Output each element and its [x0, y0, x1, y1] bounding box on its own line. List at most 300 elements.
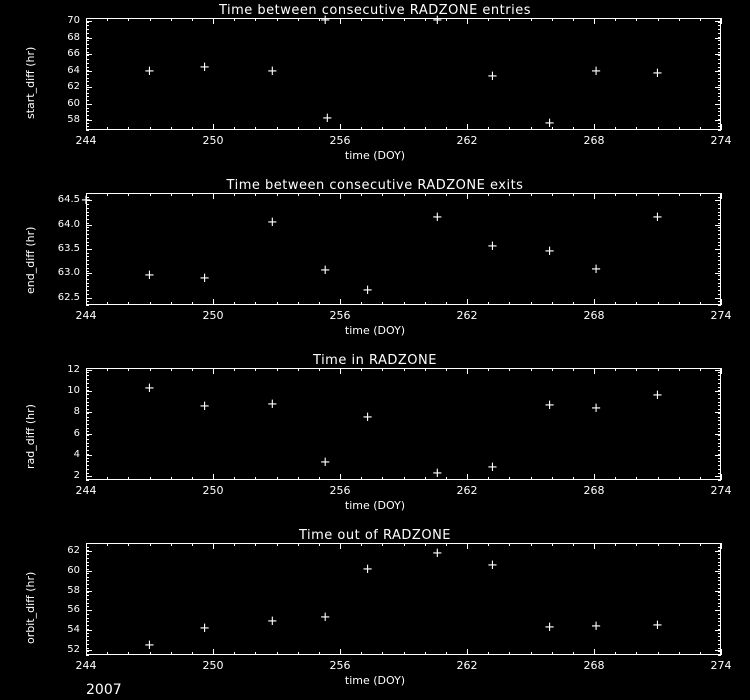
x-minor-tick: [679, 18, 680, 21]
y-minor-tick: [718, 215, 721, 216]
x-minor-tick: [404, 193, 405, 196]
x-minor-tick: [594, 127, 595, 130]
x-minor-tick: [552, 543, 553, 546]
data-point-marker: [544, 399, 556, 411]
x-minor-tick: [277, 477, 278, 480]
x-minor-tick: [128, 543, 129, 546]
y-minor-tick: [718, 245, 721, 246]
x-minor-tick: [171, 477, 172, 480]
y-tick-label: 64: [67, 64, 80, 76]
y-minor-tick: [86, 629, 89, 630]
y-minor-tick: [86, 424, 89, 425]
x-tick-label: 274: [710, 659, 732, 672]
x-minor-tick: [721, 652, 722, 655]
y-minor-tick: [718, 554, 721, 555]
x-minor-tick: [213, 652, 214, 655]
y-tick-label: 12: [67, 364, 80, 376]
y-minor-tick: [718, 67, 721, 68]
y-minor-tick: [86, 227, 89, 228]
x-minor-tick: [594, 302, 595, 305]
x-tick-label: 262: [456, 134, 478, 147]
y-minor-tick: [718, 409, 721, 410]
y-minor-tick: [86, 283, 89, 284]
data-point-marker: [544, 245, 556, 257]
x-minor-tick: [192, 193, 193, 196]
y-tick-label: 64.5: [57, 194, 80, 206]
x-minor-tick: [340, 193, 341, 196]
x-minor-tick: [721, 127, 722, 130]
y-minor-tick: [86, 413, 89, 414]
y-minor-tick: [86, 286, 89, 287]
x-minor-tick: [255, 127, 256, 130]
x-minor-tick: [509, 18, 510, 21]
x-minor-tick: [128, 477, 129, 480]
y-minor-tick: [718, 443, 721, 444]
x-minor-tick: [488, 652, 489, 655]
y-minor-tick: [86, 435, 89, 436]
x-minor-tick: [107, 18, 108, 21]
data-point-marker: [486, 461, 498, 473]
x-minor-tick: [298, 368, 299, 371]
x-minor-tick: [700, 127, 701, 130]
y-minor-tick: [86, 595, 89, 596]
data-point-marker: [486, 240, 498, 252]
x-minor-tick: [573, 368, 574, 371]
y-minor-tick: [718, 119, 721, 120]
y-minor-tick: [86, 52, 89, 53]
y-minor-tick: [718, 469, 721, 470]
y-minor-tick: [718, 204, 721, 205]
y-minor-tick: [718, 610, 721, 611]
y-minor-tick: [86, 115, 89, 116]
y-minor-tick: [718, 458, 721, 459]
y-tick: [86, 38, 92, 39]
x-minor-tick: [467, 18, 468, 21]
y-minor-tick: [718, 104, 721, 105]
x-minor-tick: [425, 368, 426, 371]
y-minor-tick: [718, 100, 721, 101]
y-minor-tick: [718, 253, 721, 254]
x-minor-tick: [213, 18, 214, 21]
y-minor-tick: [86, 465, 89, 466]
y-minor-tick: [718, 562, 721, 563]
x-minor-tick: [340, 477, 341, 480]
x-minor-tick: [107, 193, 108, 196]
x-minor-tick: [255, 302, 256, 305]
x-minor-tick: [382, 477, 383, 480]
x-minor-tick: [404, 543, 405, 546]
x-minor-tick: [552, 368, 553, 371]
x-minor-tick: [319, 652, 320, 655]
x-minor-tick: [425, 302, 426, 305]
x-minor-tick: [150, 368, 151, 371]
y-minor-tick: [718, 592, 721, 593]
x-minor-tick: [721, 193, 722, 196]
data-point-marker: [431, 467, 443, 479]
y-minor-tick: [718, 550, 721, 551]
x-minor-tick: [446, 302, 447, 305]
data-point-marker: [590, 620, 602, 632]
data-point-marker: [319, 611, 331, 623]
y-tick-label: 58: [67, 114, 80, 126]
x-minor-tick: [86, 477, 87, 480]
y-minor-tick: [718, 431, 721, 432]
y-minor-tick: [86, 111, 89, 112]
y-minor-tick: [718, 465, 721, 466]
x-minor-tick: [150, 477, 151, 480]
x-minor-tick: [340, 127, 341, 130]
data-point-marker: [590, 402, 602, 414]
x-minor-tick: [192, 652, 193, 655]
x-minor-tick: [234, 18, 235, 21]
x-minor-tick: [361, 543, 362, 546]
x-minor-tick: [573, 127, 574, 130]
x-minor-tick: [509, 368, 510, 371]
y-minor-tick: [86, 621, 89, 622]
x-minor-tick: [509, 302, 510, 305]
y-tick: [86, 225, 92, 226]
x-minor-tick: [488, 193, 489, 196]
y-minor-tick: [718, 93, 721, 94]
x-minor-tick: [700, 368, 701, 371]
y-minor-tick: [718, 290, 721, 291]
x-minor-tick: [700, 18, 701, 21]
y-minor-tick: [718, 286, 721, 287]
x-minor-tick: [594, 368, 595, 371]
data-point-marker: [321, 112, 333, 124]
x-minor-tick: [361, 368, 362, 371]
x-minor-tick: [425, 477, 426, 480]
x-minor-tick: [319, 368, 320, 371]
x-minor-tick: [86, 302, 87, 305]
y-tick: [86, 391, 92, 392]
y-minor-tick: [86, 398, 89, 399]
x-minor-tick: [721, 18, 722, 21]
y-tick-label: 62: [67, 81, 80, 93]
x-minor-tick: [636, 302, 637, 305]
x-minor-tick: [488, 477, 489, 480]
y-minor-tick: [718, 599, 721, 600]
y-minor-tick: [718, 74, 721, 75]
x-minor-tick: [552, 477, 553, 480]
x-axis-label: time (DOY): [344, 149, 406, 162]
x-minor-tick: [658, 127, 659, 130]
y-minor-tick: [718, 223, 721, 224]
y-minor-tick: [86, 40, 89, 41]
x-minor-tick: [150, 543, 151, 546]
x-minor-tick: [636, 477, 637, 480]
y-minor-tick: [86, 305, 89, 306]
y-minor-tick: [86, 219, 89, 220]
data-point-marker: [199, 61, 211, 73]
x-minor-tick: [552, 193, 553, 196]
data-point-marker: [431, 547, 443, 559]
x-minor-tick: [277, 543, 278, 546]
y-minor-tick: [86, 212, 89, 213]
y-minor-tick: [86, 469, 89, 470]
y-minor-tick: [86, 618, 89, 619]
data-point-marker: [362, 284, 374, 296]
y-minor-tick: [86, 610, 89, 611]
plot-area: [86, 193, 721, 305]
x-minor-tick: [107, 477, 108, 480]
x-minor-tick: [255, 18, 256, 21]
y-minor-tick: [718, 573, 721, 574]
y-minor-tick: [718, 81, 721, 82]
y-minor-tick: [86, 108, 89, 109]
y-minor-tick: [86, 290, 89, 291]
x-minor-tick: [658, 193, 659, 196]
y-minor-tick: [718, 242, 721, 243]
y-minor-tick: [86, 223, 89, 224]
y-minor-tick: [718, 644, 721, 645]
y-tick-label: 63.0: [57, 267, 80, 279]
y-minor-tick: [718, 565, 721, 566]
y-minor-tick: [86, 431, 89, 432]
y-minor-tick: [718, 558, 721, 559]
y-minor-tick: [718, 383, 721, 384]
x-minor-tick: [340, 543, 341, 546]
x-minor-tick: [319, 193, 320, 196]
x-axis-label: time (DOY): [344, 324, 406, 337]
x-minor-tick: [658, 368, 659, 371]
y-minor-tick: [86, 29, 89, 30]
data-point-marker: [590, 263, 602, 275]
x-minor-tick: [213, 477, 214, 480]
y-minor-tick: [718, 577, 721, 578]
y-minor-tick: [718, 208, 721, 209]
y-minor-tick: [718, 238, 721, 239]
y-minor-tick: [718, 424, 721, 425]
x-minor-tick: [531, 477, 532, 480]
x-minor-tick: [150, 127, 151, 130]
y-minor-tick: [86, 577, 89, 578]
y-tick-label: 56: [67, 604, 80, 616]
x-minor-tick: [658, 543, 659, 546]
y-minor-tick: [86, 588, 89, 589]
x-minor-tick: [531, 368, 532, 371]
x-minor-tick: [150, 302, 151, 305]
x-minor-tick: [192, 18, 193, 21]
y-minor-tick: [718, 394, 721, 395]
x-minor-tick: [573, 193, 574, 196]
y-minor-tick: [718, 621, 721, 622]
plot-area: [86, 18, 721, 130]
y-tick: [715, 71, 721, 72]
y-minor-tick: [86, 67, 89, 68]
y-minor-tick: [718, 405, 721, 406]
y-tick-label: 58: [67, 584, 80, 596]
y-minor-tick: [718, 435, 721, 436]
x-minor-tick: [425, 652, 426, 655]
x-minor-tick: [361, 302, 362, 305]
y-minor-tick: [86, 25, 89, 26]
y-tick: [86, 273, 92, 274]
x-minor-tick: [594, 18, 595, 21]
x-minor-tick: [425, 543, 426, 546]
x-minor-tick: [213, 543, 214, 546]
y-tick: [86, 630, 92, 631]
y-minor-tick: [86, 215, 89, 216]
y-minor-tick: [718, 618, 721, 619]
y-minor-tick: [718, 390, 721, 391]
y-minor-tick: [86, 48, 89, 49]
y-minor-tick: [718, 398, 721, 399]
y-minor-tick: [86, 230, 89, 231]
y-minor-tick: [86, 85, 89, 86]
y-minor-tick: [718, 63, 721, 64]
y-minor-tick: [86, 379, 89, 380]
x-tick-label: 256: [329, 134, 351, 147]
x-tick-label: 256: [329, 659, 351, 672]
y-minor-tick: [718, 219, 721, 220]
x-tick-label: 268: [583, 134, 605, 147]
x-minor-tick: [361, 652, 362, 655]
x-minor-tick: [594, 477, 595, 480]
x-minor-tick: [679, 543, 680, 546]
x-minor-tick: [128, 652, 129, 655]
y-minor-tick: [86, 640, 89, 641]
y-minor-tick: [86, 279, 89, 280]
x-minor-tick: [488, 127, 489, 130]
data-point-marker: [144, 65, 156, 77]
y-tick: [715, 455, 721, 456]
y-minor-tick: [86, 394, 89, 395]
x-minor-tick: [192, 543, 193, 546]
x-minor-tick: [467, 193, 468, 196]
y-minor-tick: [718, 305, 721, 306]
y-minor-tick: [718, 580, 721, 581]
data-point-marker: [266, 398, 278, 410]
data-point-marker: [431, 14, 443, 26]
data-point-marker: [362, 411, 374, 423]
y-minor-tick: [86, 55, 89, 56]
x-minor-tick: [340, 652, 341, 655]
y-minor-tick: [718, 595, 721, 596]
y-minor-tick: [718, 633, 721, 634]
y-tick-label: 52: [67, 644, 80, 656]
y-minor-tick: [86, 420, 89, 421]
x-minor-tick: [213, 302, 214, 305]
y-minor-tick: [718, 636, 721, 637]
y-minor-tick: [86, 450, 89, 451]
y-minor-tick: [86, 59, 89, 60]
x-tick-label: 250: [202, 309, 224, 322]
y-minor-tick: [718, 420, 721, 421]
y-minor-tick: [86, 242, 89, 243]
y-minor-tick: [718, 115, 721, 116]
x-minor-tick: [404, 18, 405, 21]
x-minor-tick: [277, 368, 278, 371]
x-minor-tick: [382, 18, 383, 21]
y-minor-tick: [718, 450, 721, 451]
x-minor-tick: [636, 193, 637, 196]
y-minor-tick: [718, 417, 721, 418]
y-tick: [86, 551, 92, 552]
y-tick-label: 6: [73, 427, 80, 439]
x-minor-tick: [298, 127, 299, 130]
x-minor-tick: [277, 18, 278, 21]
y-minor-tick: [718, 446, 721, 447]
x-minor-tick: [615, 18, 616, 21]
y-minor-tick: [86, 428, 89, 429]
data-point-marker: [80, 194, 92, 206]
x-minor-tick: [361, 477, 362, 480]
x-minor-tick: [700, 302, 701, 305]
x-minor-tick: [361, 127, 362, 130]
x-minor-tick: [298, 543, 299, 546]
y-minor-tick: [86, 387, 89, 388]
x-minor-tick: [721, 477, 722, 480]
data-point-marker: [319, 456, 331, 468]
x-minor-tick: [615, 477, 616, 480]
data-point-marker: [144, 382, 156, 394]
y-minor-tick: [718, 480, 721, 481]
x-minor-tick: [615, 127, 616, 130]
y-tick: [86, 71, 92, 72]
y-minor-tick: [86, 614, 89, 615]
y-minor-tick: [718, 275, 721, 276]
x-minor-tick: [234, 477, 235, 480]
x-minor-tick: [298, 193, 299, 196]
x-tick-label: 262: [456, 659, 478, 672]
x-minor-tick: [446, 127, 447, 130]
data-point-marker: [544, 117, 556, 129]
x-minor-tick: [171, 302, 172, 305]
y-minor-tick: [86, 405, 89, 406]
x-minor-tick: [192, 302, 193, 305]
y-minor-tick: [86, 550, 89, 551]
y-minor-tick: [718, 375, 721, 376]
y-minor-tick: [718, 89, 721, 90]
x-minor-tick: [86, 18, 87, 21]
y-tick-label: 68: [67, 31, 80, 43]
y-minor-tick: [718, 48, 721, 49]
y-minor-tick: [86, 633, 89, 634]
y-tick: [715, 225, 721, 226]
y-minor-tick: [86, 461, 89, 462]
y-minor-tick: [718, 44, 721, 45]
y-minor-tick: [718, 25, 721, 26]
x-minor-tick: [382, 127, 383, 130]
year-label: 2007: [86, 682, 122, 698]
y-minor-tick: [86, 256, 89, 257]
y-minor-tick: [86, 584, 89, 585]
y-tick: [715, 87, 721, 88]
y-minor-tick: [86, 44, 89, 45]
x-minor-tick: [721, 302, 722, 305]
y-minor-tick: [86, 260, 89, 261]
x-minor-tick: [382, 193, 383, 196]
data-point-marker: [486, 559, 498, 571]
y-minor-tick: [86, 104, 89, 105]
x-minor-tick: [150, 18, 151, 21]
x-minor-tick: [679, 652, 680, 655]
y-minor-tick: [86, 443, 89, 444]
data-point-marker: [144, 269, 156, 281]
x-minor-tick: [552, 302, 553, 305]
x-minor-tick: [531, 652, 532, 655]
x-tick-label: 244: [75, 484, 97, 497]
x-minor-tick: [171, 18, 172, 21]
x-minor-tick: [192, 127, 193, 130]
y-minor-tick: [718, 96, 721, 97]
x-minor-tick: [721, 368, 722, 371]
data-point-marker: [486, 70, 498, 82]
x-minor-tick: [679, 193, 680, 196]
y-minor-tick: [718, 439, 721, 440]
x-tick-label: 250: [202, 659, 224, 672]
